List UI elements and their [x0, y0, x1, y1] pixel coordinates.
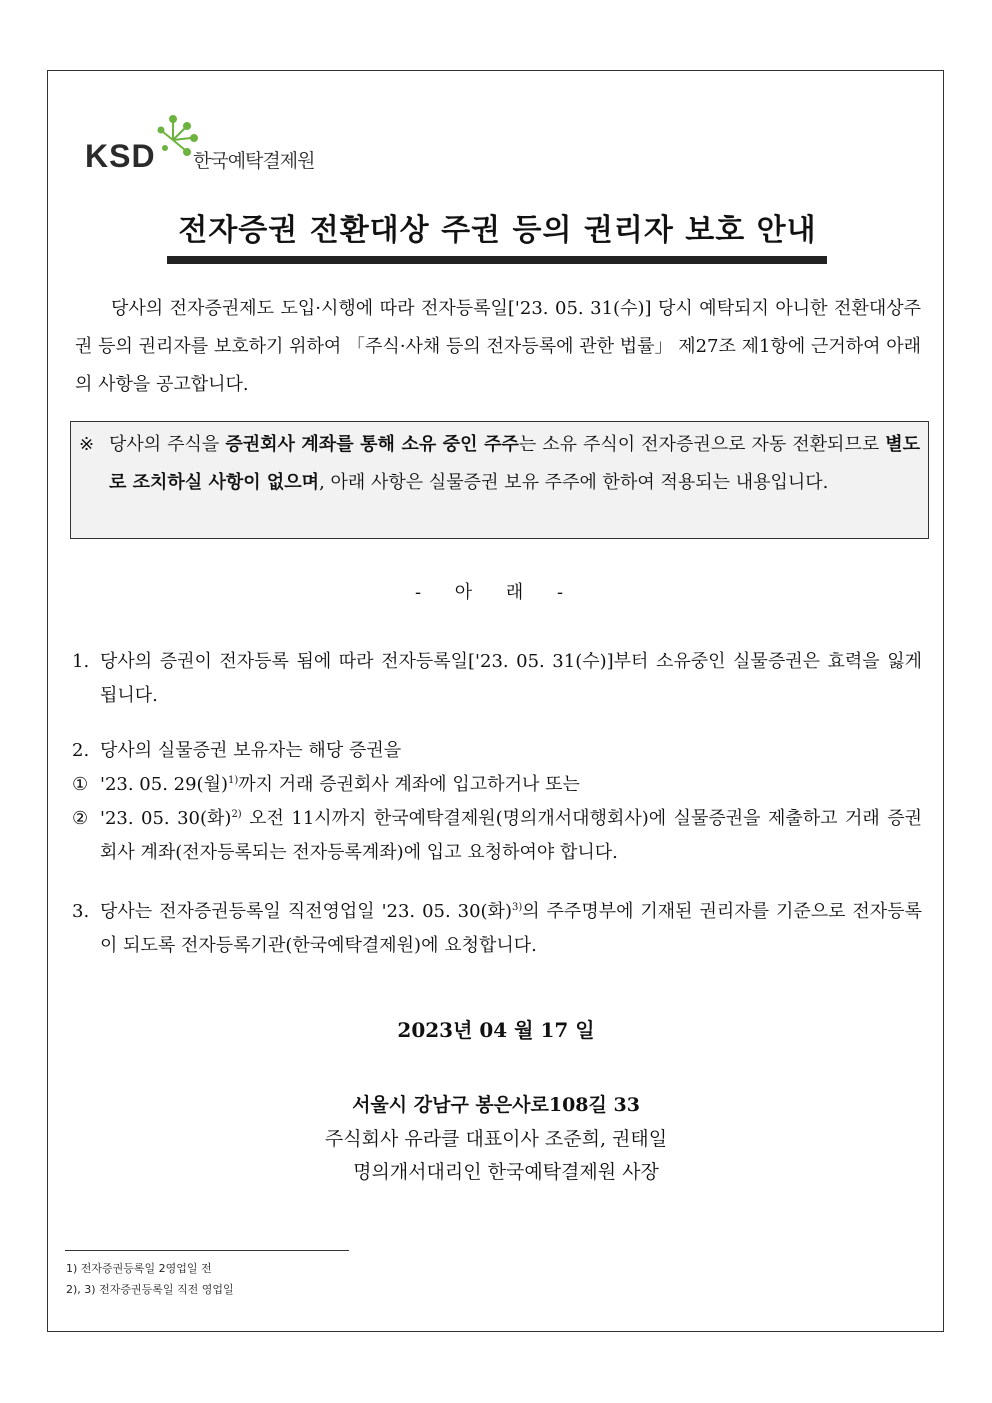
- company-representatives: 주식회사 유라클 대표이사 조준희, 권태일: [324, 1128, 668, 1150]
- item-1-text: 당사의 증권이 전자등록 됨에 따라 전자등록일['23. 05. 31(수)]부터 소유중인 실물증권은 효력을 잃게 됩니다.: [100, 651, 922, 706]
- company-address: 서울시 강남구 봉은사로108길 33: [352, 1094, 640, 1116]
- notice-mark: ※: [79, 434, 95, 455]
- item-2-sub1-text: 까지 거래 증권회사 계좌에 입고하거나 또는: [238, 774, 580, 795]
- intro-paragraph: [75, 290, 921, 404]
- footnote-ref-1: 1): [227, 775, 239, 786]
- below-heading: - 아 래 -: [414, 582, 578, 603]
- item-2: [72, 734, 922, 870]
- footnote-ref-2: 2): [231, 809, 242, 820]
- item-3: [72, 895, 922, 963]
- notice-bold1: 증권회사 계좌를 통해 소유 중인 주주: [225, 434, 519, 455]
- footnote-divider: [65, 1250, 349, 1251]
- item-3-text-before: 당사는 전자증권등록일 직전영업일 '23. 05. 30(화): [100, 901, 512, 922]
- item-2-sub2-number: ②: [72, 808, 89, 829]
- notice-bold2: 별도로 조치하실 사항이 없으며: [109, 434, 920, 493]
- item-1: [72, 645, 922, 713]
- ksd-logo: [85, 118, 345, 178]
- notice-part1: 당사의 주식을: [109, 434, 226, 455]
- item-2-sub2-date: '23. 05. 30(화): [100, 808, 232, 829]
- intro-text: 당사의 전자증권제도 도입·시행에 따라 전자등록일['23. 05. 31(수)] 당시 예탁되지 아니한 전환대상주권 등의 권리자를 보호하기 위하여 「주식·사채 등의 전자등록에 관한 법률」 제27조 제1항에 근거하여 아래의 사항을 공고합니다.: [75, 298, 921, 395]
- notice-part2: 는 소유 주식이 전자증권으로 자동 전환되므로: [518, 434, 886, 455]
- item-2-number: 2.: [72, 740, 90, 761]
- logo-org-name: 한국예탁결제원: [193, 150, 315, 172]
- footnotes: [66, 1258, 234, 1300]
- title-underline: [167, 256, 827, 264]
- item-2-sub1-date: '23. 05. 29(월): [100, 774, 228, 795]
- item-2-sub1-number: ①: [72, 774, 89, 795]
- item-2-text: 당사의 실물증권 보유자는 해당 증권을: [100, 740, 402, 761]
- notice-text: [109, 426, 920, 502]
- notice-box: [70, 421, 929, 539]
- footnote-1: 1) 전자증권등록일 2영업일 전: [66, 1262, 212, 1275]
- notice-part3: , 아래 사항은 실물증권 보유 주주에 한하여 적용되는 내용입니다.: [319, 472, 829, 493]
- item-2-sub2-text: 오전 11시까지 한국예탁결제원(명의개서대행회사)에 실물증권을 제출하고 거래 증권회사 계좌(전자등록되는 전자등록계좌)에 입고 요청하여야 합니다.: [100, 808, 922, 863]
- notice-date: 2023년 04 월 17 일: [397, 1018, 595, 1042]
- logo-abbreviation: KSD: [85, 138, 156, 174]
- transfer-agent: 명의개서대리인 한국예탁결제원 사장: [353, 1161, 659, 1183]
- item-3-text-after: 의 주주명부에 기재된 권리자를 기준으로 전자등록이 되도록 전자등록기관(한국예탁결제원)에 요청합니다.: [100, 901, 922, 956]
- item-3-number: 3.: [72, 901, 90, 922]
- footnote-ref-3: 3): [511, 902, 523, 913]
- page-title: 전자증권 전환대상 주권 등의 권리자 보호 안내: [178, 213, 817, 248]
- footnote-2-3: 2), 3) 전자증권등록일 직전 영업일: [66, 1283, 234, 1296]
- item-1-number: 1.: [72, 651, 90, 672]
